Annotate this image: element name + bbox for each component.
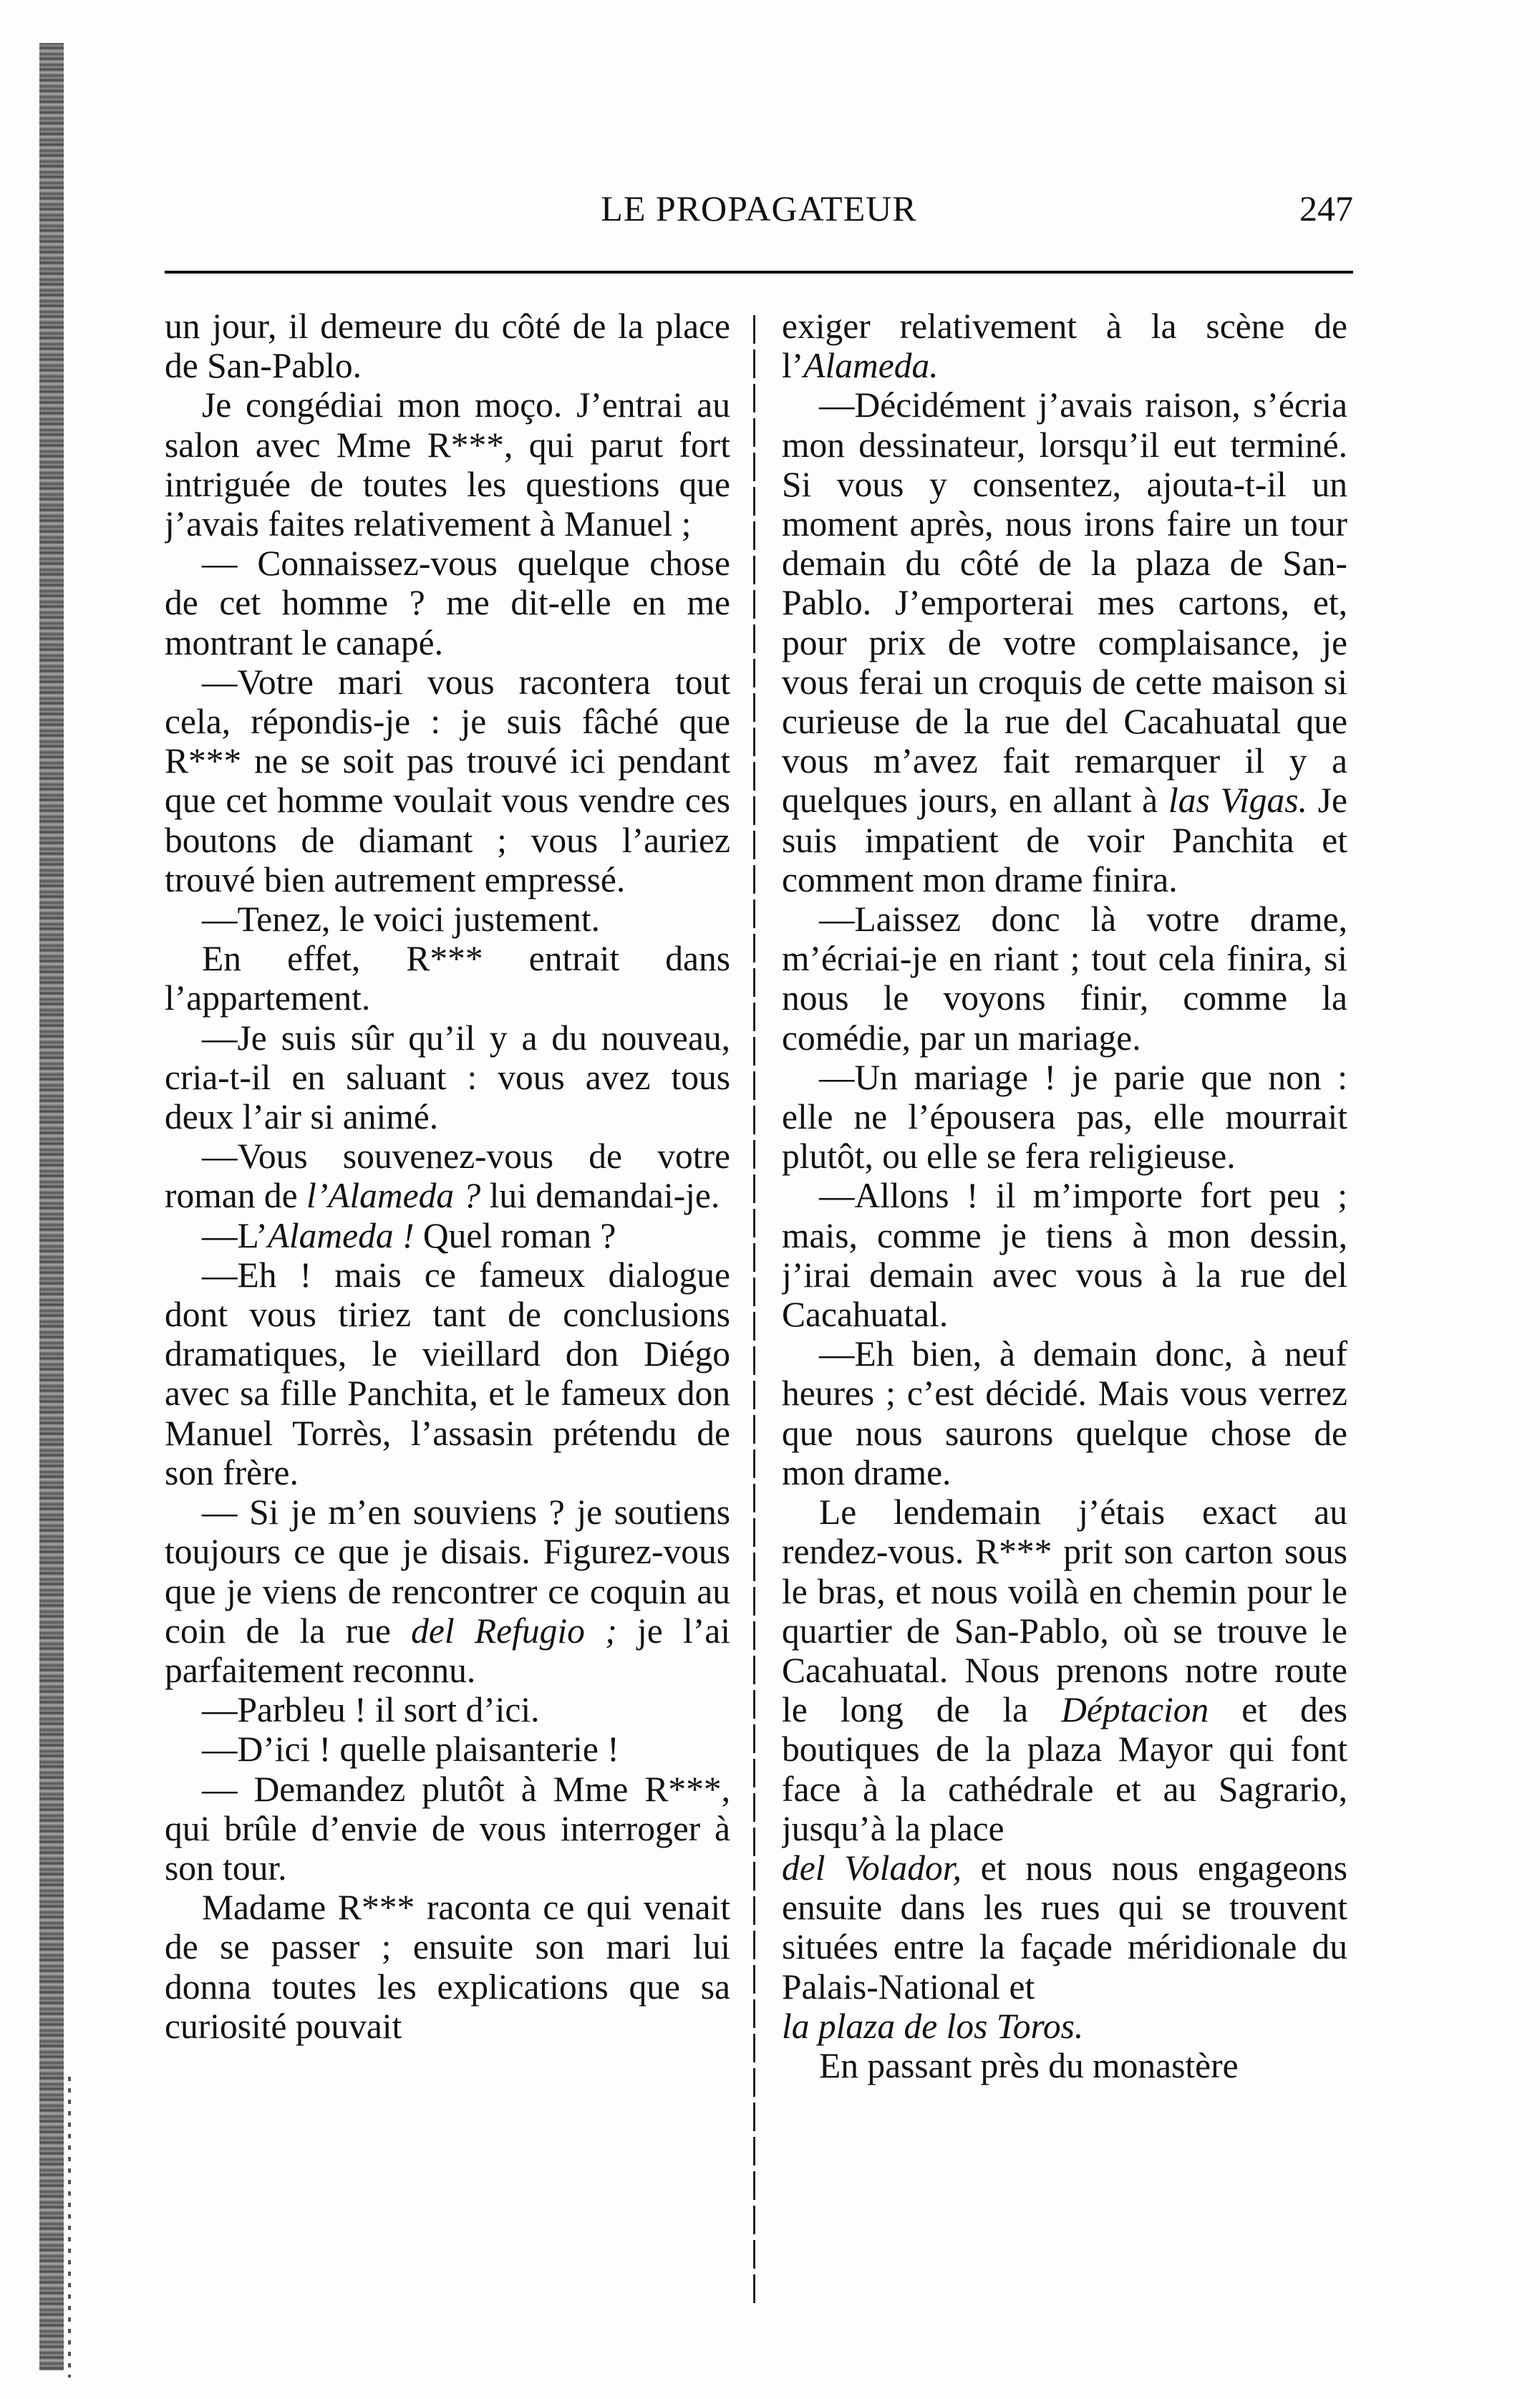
paragraph-text: —Décidément j’avais raison, s’écria mon dessinateur, lorsqu’il eut terminé. Si vous y consentez, ajouta-t-il un moment après, nous irons faire un tour demain du côté de la plaza de San-Pablo. J’emporterai mes cartons, et, pour prix de votre complaisance, je vous ferai un croquis de cette maison si curieuse de la rue del Cacahuatal que vous m’avez fait remarquer il y a quelques jours, en allant à [782, 385, 1347, 821]
paragraph [165, 1136, 730, 1215]
right-column [782, 306, 1347, 2304]
paragraph-text: un jour, il demeure du côté de la place de San-Pablo. [165, 306, 730, 386]
paragraph [782, 2046, 1347, 2085]
paragraph [782, 1334, 1347, 1492]
paragraph-text-after: Je suis impatient de voir Panchita et comment mon drame finira. [782, 781, 1347, 899]
running-title: LE PROPAGATEUR [601, 188, 917, 228]
left-column [165, 306, 730, 2304]
paragraph-text: —Eh ! mais ce fameux dialogue dont vous tiriez tant de conclusions dramatiques, le vieillard don Diégo avec sa fille Panchita, et le fameux don Manuel Torrès, l’assasin prétendu de son frère. [165, 1255, 730, 1492]
italic-phrase: la plaza de los Toros. [782, 2006, 1084, 2046]
paragraph-text-after: et nous nous engageons ensuite dans les rues qui se trouvent situées entre la façade méridionale du Palais-National et [782, 1848, 1347, 2007]
paragraph [165, 662, 730, 899]
paragraph-text: —Laissez donc là votre drame, m’écriai-je en riant ; tout cela finira, si nous le voyons finir, comme la comédie, par un mariage. [782, 899, 1347, 1058]
paragraph [782, 899, 1347, 1058]
paragraph-text: —Eh bien, à demain donc, à neuf heures ; c’est décidé. Mais vous verrez que nous saurons quelque chose de mon drame. [782, 1334, 1347, 1492]
italic-phrase: Alameda. [803, 346, 939, 386]
paragraph-text-after: Quel roman ? [414, 1215, 616, 1255]
paragraph-text: Le lendemain j’étais exact au rendez-vous. R*** prit son carton sous le bras, et nous voilà en chemin pour le quartier de San-Pablo, où se trouve le Cacahuatal. Nous prenons notre route le long de la [782, 1492, 1347, 1730]
paragraph-text-after: et des boutiques de la plaza Mayor qui font face à la cathédrale et au Sagrario, jusqu’à la place [782, 1690, 1347, 1848]
paragraph [782, 306, 1347, 385]
italic-phrase: Déptacion [1061, 1690, 1209, 1730]
paragraph [782, 2007, 1347, 2046]
paragraph-text: —Je suis sûr qu’il y a du nouveau, cria-t-il en saluant : vous avez tous deux l’air si animé. [165, 1018, 730, 1137]
paragraph-text: —D’ici ! quelle plaisanterie ! [202, 1729, 619, 1770]
paragraph-text: Madame R*** raconta ce qui venait de se passer ; ensuite son mari lui donna toutes les explications que sa curiosité pouvait [165, 1888, 730, 2046]
paragraph [165, 544, 730, 662]
paragraph-text: —Votre mari vous racontera tout cela, répondis-je : je suis fâché que R*** ne se soit pas trouvé ici pendant que cet homme voulait vous vendre ces boutons de diamant ; vous l’auriez trouvé bien autrement empressé. [165, 662, 730, 899]
paragraph-text: —Allons ! il m’importe fort peu ; mais, comme je tiens à mon dessin, j’irai demain avec vous à la rue del Cacahuatal. [782, 1176, 1347, 1335]
italic-phrase: del Refugio ; [411, 1611, 617, 1651]
paragraph [782, 385, 1347, 899]
paragraph [165, 385, 730, 544]
paragraph [165, 939, 730, 1018]
paragraph [782, 1848, 1347, 2007]
header-rule [165, 271, 1353, 274]
paragraph [165, 1492, 730, 1690]
paragraph-text: exiger relativement à la scène de l’ [782, 306, 1347, 386]
paragraph-text: — Si je m’en souviens ? je soutiens toujours ce que je disais. Figurez-vous que je viens de rencontrer ce coquin au coin de la rue [165, 1492, 730, 1651]
paragraph-text: Je congédiai mon moço. J’entrai au salon avec Mme R***, qui parut fort intriguée de toutes les questions que j’avais faites relativement à Manuel ; [165, 385, 730, 544]
paragraph [165, 899, 730, 939]
paragraph-text: — Connaissez-vous quelque chose de cet homme ? me dit-elle en me montrant le canapé. [165, 544, 730, 662]
paragraph-text-after: lui demandai-je. [480, 1176, 720, 1216]
paragraph [165, 1770, 730, 1888]
paragraph [165, 1729, 730, 1769]
italic-phrase: las Vigas. [1168, 781, 1307, 821]
paragraph-text: —Tenez, le voici justement. [202, 899, 600, 940]
page-number: 247 [1299, 188, 1353, 228]
paragraph [165, 1888, 730, 2046]
italic-phrase: Alameda ! [267, 1215, 415, 1255]
paragraph [782, 1058, 1347, 1177]
paragraph-text: — Demandez plutôt à Mme R***, qui brûle d’envie de vous interroger à son tour. [165, 1769, 730, 1888]
paragraph-text-after: je l’ai parfaitement reconnu. [165, 1611, 730, 1690]
paragraph-text: En effet, R*** entrait dans l’appartement. [165, 939, 730, 1018]
page-header [165, 188, 1353, 238]
italic-phrase: del Volador, [782, 1848, 962, 1888]
paragraph [165, 1018, 730, 1137]
paragraph [165, 306, 730, 385]
paragraph-text: —Vous souvenez-vous de votre roman de [165, 1136, 730, 1216]
paragraph [782, 1492, 1347, 1848]
paragraph-text: —L’ [202, 1215, 268, 1255]
paragraph-text: En passant près du monastère [819, 2045, 1239, 2085]
column-divider [753, 315, 755, 2306]
paragraph [782, 1176, 1347, 1334]
paragraph [165, 1216, 730, 1255]
paragraph [165, 1255, 730, 1492]
paragraph-text: —Un mariage ! je parie que non : elle ne l’épousera pas, elle mourrait plutôt, ou elle se fera religieuse. [782, 1057, 1347, 1177]
italic-phrase: l’Alameda ? [306, 1176, 481, 1216]
binding-thread [68, 2077, 71, 2378]
book-binding-edge [39, 43, 64, 2370]
paragraph [165, 1690, 730, 1729]
paragraph-text: —Parbleu ! il sort d’ici. [202, 1690, 540, 1730]
